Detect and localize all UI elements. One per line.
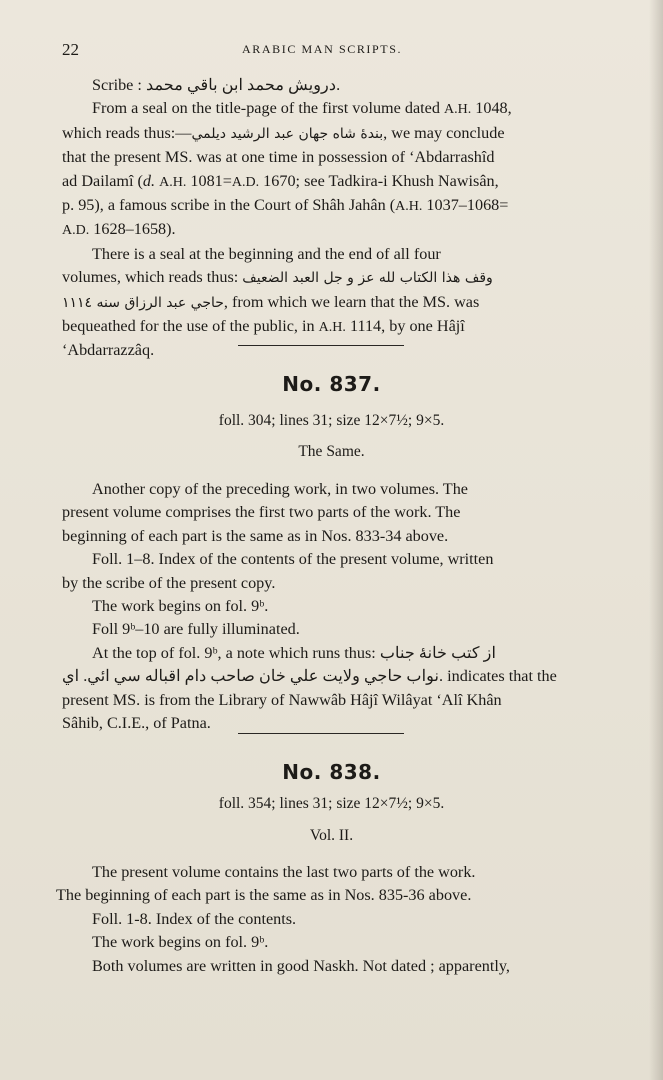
text-line: Another copy of the preceding work, in two volumes. The (92, 480, 468, 498)
text-line: p. 95), a famous scribe in the Court of Shâh Jahân (A.H. 1037–1068= (62, 196, 509, 215)
text-line: Foll. 1–8. Index of the contents of the present volume, written (92, 550, 494, 569)
top-section (62, 74, 586, 363)
text-line: Foll. 1-8. Index of the contents. (92, 909, 297, 928)
page-header (62, 40, 622, 62)
text-line: ad Dailamî (d. A.H. 1081=A.D. 1670; see Tadkira-i Khush Nawisân, (62, 171, 499, 190)
text-line: From a seal on the title-page of the first volume dated A.H. 1048, (92, 99, 512, 118)
running-title: ARABIC MAN SCRIPTS. (242, 42, 403, 56)
entry-body-838 (56, 861, 586, 978)
section-divider (238, 733, 404, 734)
text-line: The work begins on fol. 9ᵇ. (92, 597, 269, 616)
text-line: beginning of each part is the same as in Nos. 833-34 above. (62, 526, 449, 545)
text-line: Both volumes are written in good Naskh. Not dated ; apparently, (92, 956, 510, 975)
text-line: that the present MS. was at one time in possession of ‘Abdarrashîd (62, 148, 495, 167)
page-edge-shadow (649, 0, 663, 1080)
text-line: The work begins on fol. 9ᵇ. (92, 933, 269, 952)
page-number: 22 (62, 40, 79, 59)
scribe-line: Scribe : درويش محمد ابن باقي محمد. (92, 76, 341, 94)
entry-specs-837: foll. 304; lines 31; size 12×7½; 9×5. (218, 412, 445, 429)
entry-title-837: No. 837. (282, 372, 381, 396)
text-line: The present volume contains the last two parts of the work. (92, 863, 476, 881)
text-line: present MS. is from the Library of Nawwâb Hâjî Wilâyat ‘Alî Khân (62, 690, 502, 709)
text-line: which reads thus:—بندهٔ شاه جهان عبد الرشيد ديلمي, we may conclude (62, 123, 505, 142)
text-line: bequeathed for the use of the public, in A.H. 1114, by one Hâjî (62, 317, 465, 336)
text-line: ‘Abdarrazzâq. (62, 341, 155, 360)
text-line: A.D. 1628–1658). (62, 220, 176, 239)
entry-subtitle-837: The Same. (298, 443, 365, 460)
entry-subtitle-838: Vol. II. (309, 827, 354, 844)
text-line: There is a seal at the beginning and the end of all four (92, 244, 441, 263)
text-line: volumes, which reads thus: وقف هذا الكتاب لله عز و جل العبد الضعيف (62, 268, 493, 287)
text-line: حاجي عبد الرزاق سنه ١١١٤, from which we learn that the MS. was (62, 292, 480, 311)
entry-specs-838: foll. 354; lines 31; size 12×7½; 9×5. (218, 795, 445, 812)
section-divider (238, 345, 404, 346)
text-line: present volume comprises the first two parts of the work. The (62, 503, 461, 522)
text-line: Sâhib, C.I.E., of Patna. (62, 714, 211, 733)
text-line: Foll 9ᵇ–10 are fully illuminated. (92, 620, 300, 639)
text-line: The beginning of each part is the same as in Nos. 835-36 above. (56, 886, 472, 905)
text-line: by the scribe of the present copy. (62, 573, 276, 592)
entry-body-837 (62, 478, 586, 735)
text-line: نواب حاجي ولايت علي خان صاحب دام اقباله سي ائي. اي. indicates that the (62, 667, 557, 686)
text-line: At the top of fol. 9ᵇ, a note which runs thus: از كتب خانهٔ جناب (92, 643, 496, 662)
entry-title-838: No. 838. (282, 760, 381, 784)
